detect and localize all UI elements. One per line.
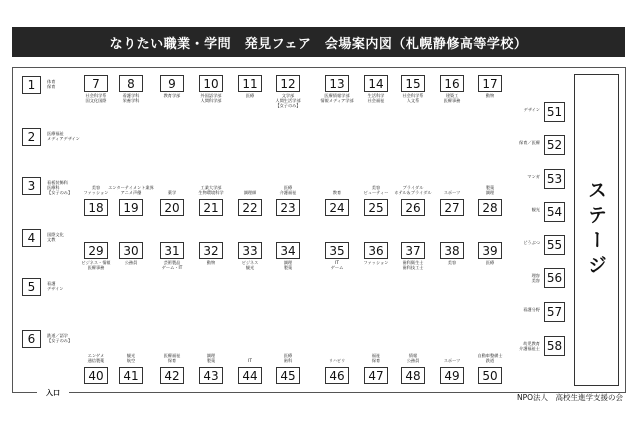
booth-55-label: どうぶつ: [523, 240, 540, 245]
booth-53-label: マンガ: [527, 174, 540, 179]
booth-46: 46: [325, 367, 349, 384]
page-title: なりたい職業・学問 発見フェア 会場案内図（札幌静修高等学校）: [12, 27, 625, 57]
booth-52: 52: [544, 135, 565, 155]
booth-2: 2: [22, 128, 41, 146]
booth-45-label: 医療 歯科: [283, 353, 293, 364]
booth-24: 24: [325, 199, 349, 216]
booth-56-label: 理容 美容: [531, 273, 540, 284]
booth-39: 39: [478, 242, 502, 259]
booth-5: 5: [22, 278, 41, 296]
booth-34-label: 調理 製菓: [283, 260, 293, 271]
booth-42: 42: [160, 367, 184, 384]
booth-43: 43: [199, 367, 223, 384]
booth-12-label: 文学部 人間生活学部 【女子のみ】: [275, 93, 301, 109]
booth-29: 29: [84, 242, 108, 259]
booth-19-label: エンターテイメント業界 アニメ声優: [108, 185, 154, 196]
booth-56: 56: [544, 268, 565, 288]
booth-17-label: 動物: [485, 93, 495, 98]
booth-14-label: 生活科学 社会福祉: [367, 93, 385, 104]
booth-6-label: 鉄道／語学 【女子のみ】: [47, 333, 73, 344]
booth-11-label: 医療: [245, 93, 255, 98]
booth-51: 51: [544, 102, 565, 122]
booth-33-label: ビジネス 観光: [241, 260, 259, 271]
booth-23: 23: [276, 199, 300, 216]
booth-31: 31: [160, 242, 184, 259]
booth-46-label: リハビリ: [328, 358, 346, 363]
booth-3: 3: [22, 177, 41, 195]
booth-30-label: 公務員: [124, 260, 138, 265]
booth-41: 41: [119, 367, 143, 384]
booth-28-label: 製菓 調理: [485, 185, 495, 196]
booth-44-label: IT: [248, 358, 252, 363]
booth-1-label: 体育 保育: [47, 79, 56, 90]
booth-50-label: 自動車整備士 鉄道: [477, 353, 503, 364]
booth-42-label: 医療福祉 保育: [163, 353, 181, 364]
booth-8: 8: [119, 75, 143, 92]
booth-14: 14: [364, 75, 388, 92]
booth-49: 49: [440, 367, 464, 384]
booth-35-label: IT ゲーム: [330, 260, 344, 271]
booth-9: 9: [160, 75, 184, 92]
entrance-label: 入口: [46, 389, 60, 397]
booth-26-label: ブライダル ホテル＆ブライダル: [394, 185, 432, 196]
booth-18: 18: [84, 199, 108, 216]
booth-47: 47: [364, 367, 388, 384]
booth-58-label: 幼児教育 介護福祉士: [519, 341, 540, 352]
stage-area: [574, 74, 619, 386]
booth-25: 25: [364, 199, 388, 216]
booth-36-label: ファッション: [363, 260, 389, 265]
booth-41-label: 観光 航空: [126, 353, 136, 364]
booth-48-label: 情報 公務員: [406, 353, 420, 364]
booth-35: 35: [325, 242, 349, 259]
booth-4-label: 国際文化 文教: [47, 232, 64, 243]
booth-54: 54: [544, 202, 565, 222]
booth-37-label: 歯科衛生士 歯科技工士: [402, 260, 424, 271]
booth-1: 1: [22, 76, 41, 94]
booth-54-label: 観光: [531, 207, 540, 212]
booth-21-label: 工業大学部 生物環境科学: [198, 185, 224, 196]
booth-57-label: 看護分野: [523, 307, 540, 312]
booth-6: 6: [22, 330, 41, 348]
booth-16: 16: [440, 75, 464, 92]
booth-53: 53: [544, 169, 565, 189]
booth-32-label: 動物: [206, 260, 216, 265]
booth-22-label: 調理師: [243, 190, 257, 195]
booth-19: 19: [119, 199, 143, 216]
booth-9-label: 教育学部: [163, 93, 181, 98]
booth-10-label: 外国語学部 人間科学部: [200, 93, 222, 104]
stage-label: ステージ: [585, 180, 607, 280]
booth-44: 44: [238, 367, 262, 384]
booth-2-label: 医療福祉 メディアデザイン: [47, 131, 80, 142]
booth-27: 27: [440, 199, 464, 216]
booth-58: 58: [544, 336, 565, 356]
booth-25-label: 美容 ビューティー: [363, 185, 389, 196]
booth-20-label: 薬学: [167, 190, 177, 195]
booth-20: 20: [160, 199, 184, 216]
booth-11: 11: [238, 75, 262, 92]
booth-26: 26: [401, 199, 425, 216]
booth-36: 36: [364, 242, 388, 259]
booth-12: 12: [276, 75, 300, 92]
booth-27-label: スポーツ: [443, 190, 461, 195]
booth-21: 21: [199, 199, 223, 216]
booth-47-label: 福祉 保育: [371, 353, 381, 364]
booth-5-label: 看護 デザイン: [47, 281, 64, 292]
booth-49-label: スポーツ: [443, 358, 461, 363]
booth-18-label: 美容 ファッション: [83, 185, 109, 196]
booth-8-label: 看護学科 栄養学科: [122, 93, 140, 104]
booth-30: 30: [119, 242, 143, 259]
booth-34: 34: [276, 242, 300, 259]
booth-48: 48: [401, 367, 425, 384]
organizer-label: NPO法人 高校生進学支援の会: [516, 393, 623, 402]
booth-24-label: 教育: [332, 190, 342, 195]
booth-4: 4: [22, 229, 41, 247]
booth-51-label: デザイン: [523, 107, 540, 112]
booth-38: 38: [440, 242, 464, 259]
booth-15-label: 社会科学系 人文系: [402, 93, 424, 104]
booth-40: 40: [84, 367, 108, 384]
booth-52-label: 保育／医療: [519, 140, 540, 145]
booth-3-label: 看板装飾科 医療科 【女子のみ】: [47, 180, 73, 196]
booth-55: 55: [544, 235, 565, 255]
booth-22: 22: [238, 199, 262, 216]
booth-28: 28: [478, 199, 502, 216]
booth-57: 57: [544, 302, 565, 322]
booth-33: 33: [238, 242, 262, 259]
booth-50: 50: [478, 367, 502, 384]
booth-13-label: 医療情報学部 情報メディア学部: [320, 93, 354, 104]
booth-7: 7: [84, 75, 108, 92]
booth-38-label: 美容: [447, 260, 457, 265]
booth-39-label: 医療: [485, 260, 495, 265]
booth-13: 13: [325, 75, 349, 92]
booth-43-label: 調理 製菓: [206, 353, 216, 364]
booth-10: 10: [199, 75, 223, 92]
booth-16-label: 建築工 医療事務: [443, 93, 461, 104]
booth-17: 17: [478, 75, 502, 92]
booth-32: 32: [199, 242, 223, 259]
booth-15: 15: [401, 75, 425, 92]
booth-7-label: 社会科学系 国文化国際: [85, 93, 107, 104]
booth-37: 37: [401, 242, 425, 259]
booth-23-label: 医療 介護福祉: [279, 185, 297, 196]
booth-31-label: 芸術製品 ゲーム・IT: [161, 260, 183, 271]
booth-29-label: ビジネス・情報 医療事務: [81, 260, 111, 271]
booth-45: 45: [276, 367, 300, 384]
booth-40-label: エンゲメ 通信製薬: [87, 353, 105, 364]
